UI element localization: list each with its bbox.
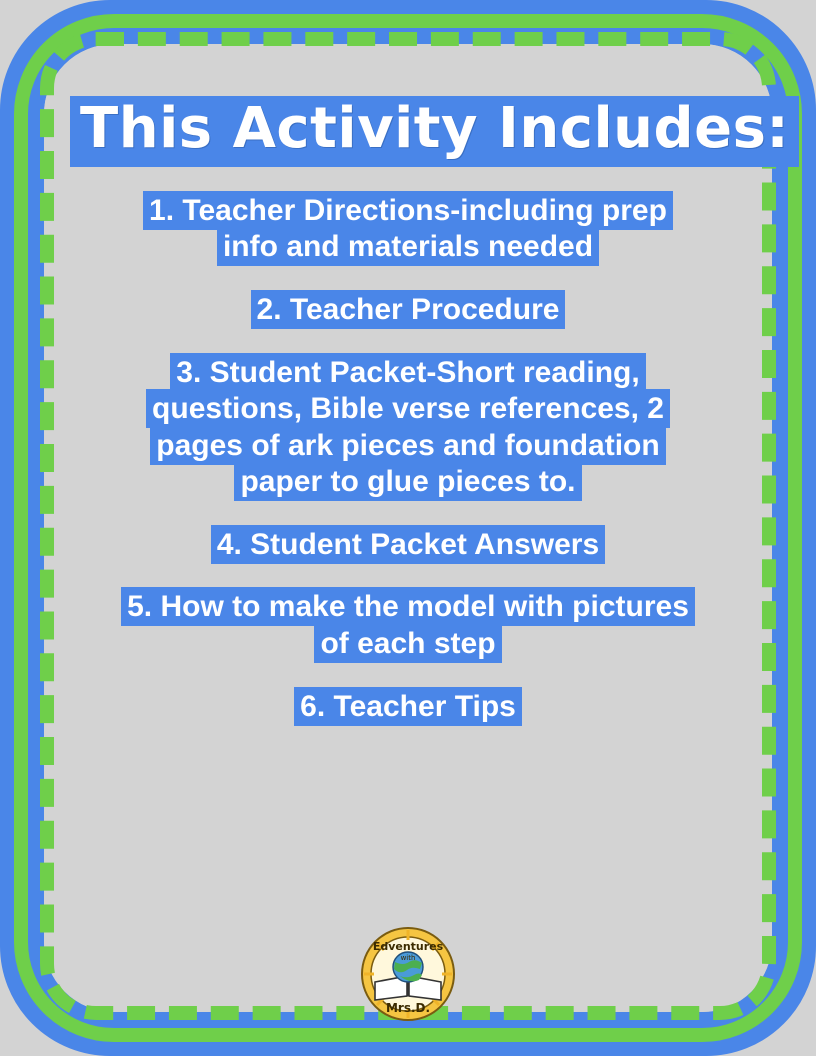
list-item-text: 1. Teacher Directions-including prep info and materials needed — [145, 193, 671, 265]
list-item-text: 6. Teacher Tips — [296, 689, 520, 724]
list-item — [70, 689, 746, 726]
brand-logo — [345, 920, 471, 1028]
list-item-text: 3. Student Packet-Short reading, questions, Bible verse references, 2 pages of ark pieces and foundation paper to glue pieces to. — [148, 355, 668, 500]
list-item — [128, 193, 688, 266]
list-item-text: 2. Teacher Procedure — [253, 292, 564, 327]
list-item-text: 5. How to make the model with pictures of each step — [123, 589, 693, 661]
logo-line1: Edventures — [372, 940, 444, 953]
list-item — [70, 527, 746, 564]
list-item — [70, 292, 746, 329]
list-item — [123, 355, 693, 501]
list-item-text: 4. Student Packet Answers — [213, 527, 603, 562]
list-item — [118, 589, 698, 662]
logo-line2: with — [400, 954, 416, 962]
logo-line3: Mrs.D. — [385, 1001, 431, 1015]
page-title: This Activity Includes: — [70, 96, 799, 167]
content-column — [70, 96, 790, 751]
